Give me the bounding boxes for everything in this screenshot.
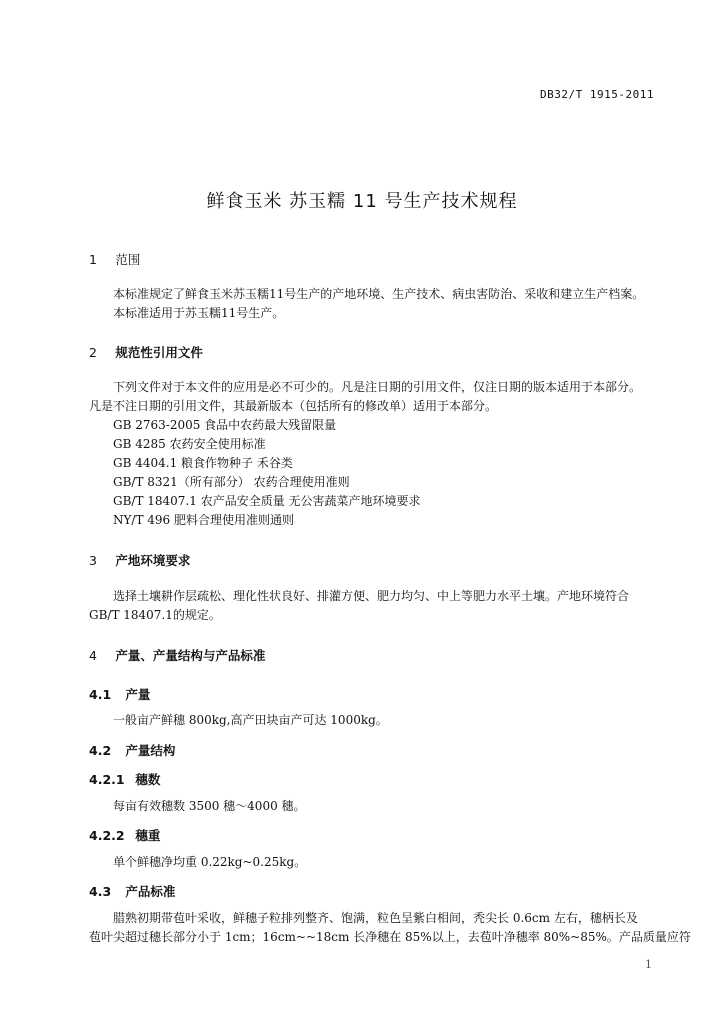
section-4-heading (89, 646, 265, 664)
section-label: 产地环境要求 (115, 553, 191, 568)
section-number: 1 (89, 252, 97, 267)
paragraph: GB/T 18407.1的规定。 (89, 608, 221, 622)
section-number: 4 (89, 648, 97, 663)
paragraph: 一般亩产鲜穗 800kg,高产田块亩产可达 1000kg。 (113, 713, 388, 727)
reference-item: GB 2763-2005 食品中农药最大残留限量 (113, 418, 337, 432)
section-1-heading (89, 250, 140, 268)
section-label: 产品标准 (125, 884, 176, 899)
paragraph: 凡是不注日期的引用文件，其最新版本（包括所有的修改单）适用于本部分。 (89, 399, 498, 413)
section-number: 2 (89, 345, 97, 360)
section-3-heading (89, 551, 190, 569)
paragraph: 每亩有效穗数 3500 穗～4000 穗。 (113, 799, 306, 813)
section-number: 3 (89, 553, 97, 568)
section-label: 穗重 (135, 828, 161, 843)
section-number: 4.2.1 (89, 772, 125, 787)
reference-item: GB/T 18407.1 农产品安全质量 无公害蔬菜产地环境要求 (113, 494, 421, 508)
page-number: 1 (645, 958, 652, 971)
section-label: 范围 (115, 252, 141, 267)
section-2-heading (89, 343, 203, 361)
section-number: 4.2 (89, 743, 112, 758)
paragraph: 腊熟初期带苞叶采收，鲜穗子粒排列整齐、饱满，粒色呈紫白相间，秃尖长 0.6cm 左右，穗柄长及 (113, 911, 638, 925)
section-number: 4.2.2 (89, 828, 125, 843)
standard-code: DB32/T 1915-2011 (540, 88, 654, 101)
section-4-3-heading (89, 882, 175, 900)
section-label: 穗数 (135, 772, 161, 787)
section-label: 规范性引用文件 (115, 345, 203, 360)
reference-item: GB 4404.1 粮食作物种子 禾谷类 (113, 456, 293, 470)
section-4-2-1-heading (89, 770, 160, 788)
reference-item: GB 4285 农药安全使用标准 (113, 437, 266, 451)
reference-item: NY/T 496 肥料合理使用准则通则 (113, 513, 295, 527)
paragraph: 下列文件对于本文件的应用是必不可少的。凡是注日期的引用文件，仅注日期的版本适用于本部分。 (113, 380, 642, 394)
section-number: 4.1 (89, 687, 112, 702)
paragraph: 选择土壤耕作层疏松、理化性状良好、排灌方便、肥力均匀、中上等肥力水平土壤。产地环境符合 (113, 589, 630, 603)
section-number: 4.3 (89, 884, 112, 899)
paragraph: 本标准适用于苏玉糯11号生产。 (113, 306, 285, 320)
section-label: 产量 (125, 687, 151, 702)
section-label: 产量结构 (125, 743, 176, 758)
paragraph: 苞叶尖超过穗长部分小于 1cm；16cm~~18cm 长净穗在 85%以上，去苞叶净穗率 80%~85%。产品质量应符 (89, 930, 691, 944)
section-4-2-2-heading (89, 826, 160, 844)
paragraph: 本标准规定了鲜食玉米苏玉糯11号生产的产地环境、生产技术、病虫害防治、采收和建立生产档案。 (113, 287, 645, 301)
section-4-2-heading (89, 741, 175, 759)
section-label: 产量、产量结构与产品标准 (115, 648, 266, 663)
reference-item: GB/T 8321（所有部分） 农药合理使用准则 (113, 475, 350, 489)
paragraph: 单个鲜穗净均重 0.22kg~0.25kg。 (113, 855, 307, 869)
section-4-1-heading (89, 685, 150, 703)
document-title: 鲜食玉米 苏玉糯 11 号生产技术规程 (206, 191, 518, 212)
